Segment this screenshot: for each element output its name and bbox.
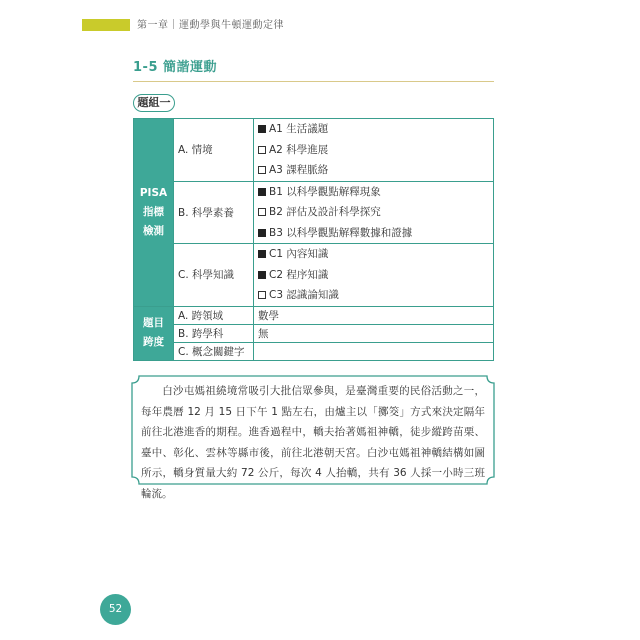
story-text: 白沙屯媽祖繞境常吸引大批信眾參與，是臺灣重要的民俗活動之一，每年農曆 12 月 15 日下午 1 點左右，由爐主以「擲筊」方式來決定隔年前往北港進香的期程。進香過程中，轎夫抬著媽祖神轎，徒步縱跨苗栗、臺中、彰化、雲林等縣市後，前往北港朝天宮。白沙屯媽祖神轎結構如圖所示，轎身質量大約 72 公斤，每次 4 人抬轎，共有 36 人採一小時三班輪流。 xyxy=(141,385,485,500)
category-cell: B. 科學素養 xyxy=(174,181,254,244)
table-row xyxy=(134,342,494,360)
category-cell: C. 科學知識 xyxy=(174,244,254,307)
page-number: 52 xyxy=(100,594,131,625)
header-accent-bar xyxy=(82,19,130,31)
checklist-item xyxy=(258,182,493,203)
checklist-item xyxy=(258,202,493,223)
group-label: 題組一 xyxy=(133,94,175,112)
title-divider xyxy=(133,81,494,82)
checklist-item xyxy=(258,119,493,140)
span-category-cell: C. 概念關鍵字 xyxy=(174,342,254,360)
checked-box-icon xyxy=(258,188,266,196)
checklist-item-label: B2 評估及設計科學探究 xyxy=(269,206,381,218)
checklist-item-label: C2 程序知識 xyxy=(269,268,329,281)
span-category-cell: B. 跨學科 xyxy=(174,324,254,342)
checklist-item-label: C1 內容知識 xyxy=(269,248,329,260)
checklist-item-label: A3 課程脈絡 xyxy=(269,164,329,176)
story-box xyxy=(131,375,495,500)
checklist-item xyxy=(258,140,493,161)
checklist-item-label: A1 生活議題 xyxy=(269,123,329,135)
checklist-item xyxy=(258,244,493,265)
section-title: 1-5 簡諧運動 xyxy=(133,60,218,75)
items-cell xyxy=(254,119,494,182)
running-title: 第一章｜運動學與牛頓運動定律 xyxy=(137,20,284,31)
checklist-item xyxy=(258,265,493,286)
checked-box-icon xyxy=(258,229,266,237)
unchecked-box-icon xyxy=(258,166,266,174)
span-value-cell: 數學 xyxy=(254,306,494,324)
story-paragraph xyxy=(141,381,485,504)
pisa-indicator-table xyxy=(133,118,494,361)
table-row xyxy=(134,324,494,342)
unchecked-box-icon xyxy=(258,208,266,216)
checklist-item-label: B1 以科學觀點解釋現象 xyxy=(269,185,381,198)
checklist-item xyxy=(258,160,493,181)
checked-box-icon xyxy=(258,250,266,258)
checklist-item-label: C3 認識論知識 xyxy=(269,289,339,301)
checklist-item-label: A2 科學進展 xyxy=(269,143,329,156)
pisa-side-label: PISA 指標 檢測 xyxy=(134,119,174,307)
table-row xyxy=(134,244,494,307)
items-cell xyxy=(254,244,494,307)
category-cell: A. 情境 xyxy=(174,119,254,182)
table-row xyxy=(134,181,494,244)
checked-box-icon xyxy=(258,125,266,133)
span-side-label: 題目 跨度 xyxy=(134,306,174,360)
checklist-item xyxy=(258,285,493,306)
checklist-item xyxy=(258,223,493,244)
table-row xyxy=(134,306,494,324)
table-row xyxy=(134,119,494,182)
span-category-cell: A. 跨領域 xyxy=(174,306,254,324)
unchecked-box-icon xyxy=(258,291,266,299)
checked-box-icon xyxy=(258,271,266,279)
span-value-cell: 無 xyxy=(254,324,494,342)
unchecked-box-icon xyxy=(258,146,266,154)
span-value-cell xyxy=(254,342,494,360)
items-cell xyxy=(254,181,494,244)
checklist-item-label: B3 以科學觀點解釋數據和證據 xyxy=(269,226,413,239)
